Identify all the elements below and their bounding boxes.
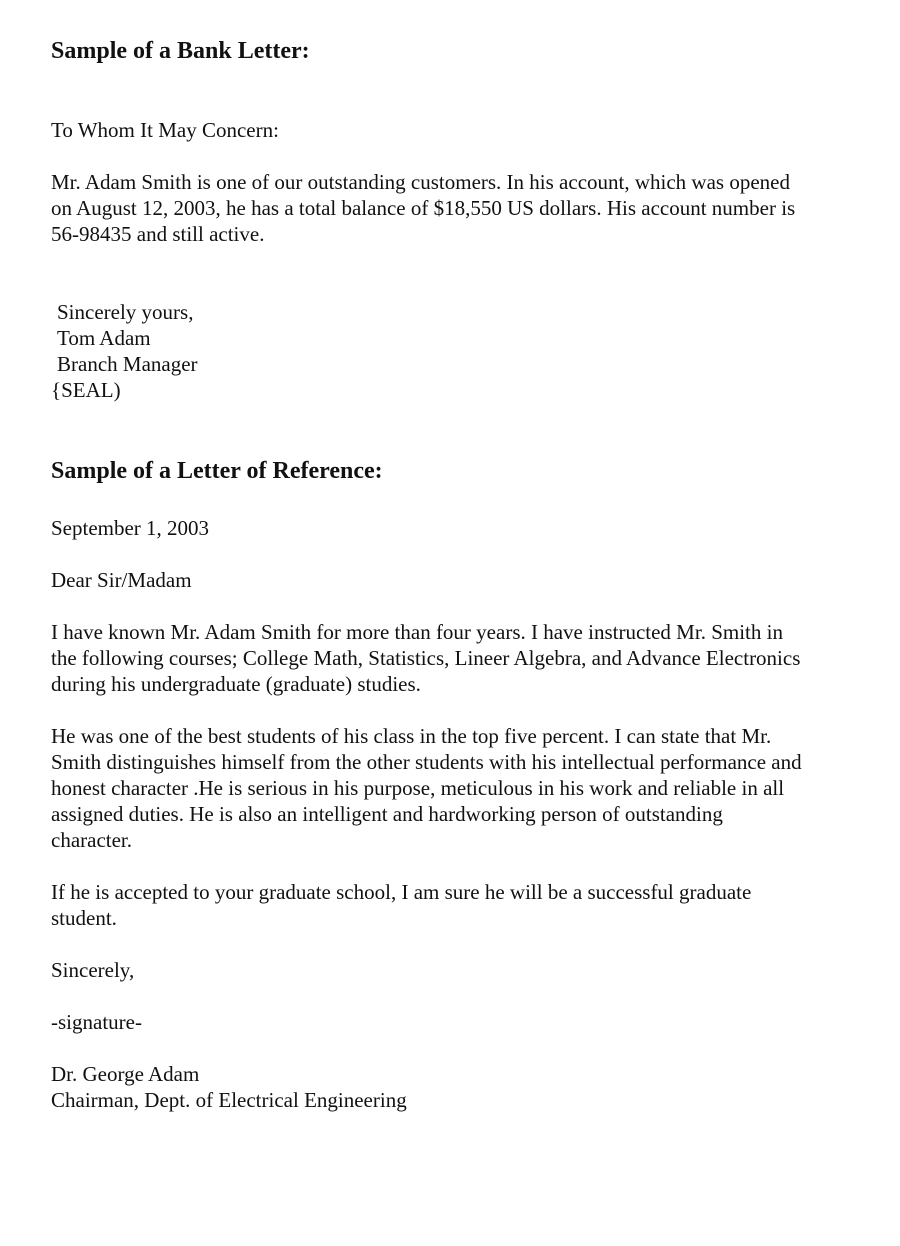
paragraph-line: assigned duties. He is also an intelligent and hardworking person of outstanding [51, 802, 723, 826]
reference-letter-signer-title: Chairman, Dept. of Electrical Engineering [51, 1088, 407, 1112]
bank-letter-salutation: To Whom It May Concern: [51, 118, 279, 142]
paragraph-line: Smith distinguishes himself from the other students with his intellectual performance and [51, 750, 802, 774]
bank-letter-body-line: on August 12, 2003, he has a total balance of $18,550 US dollars. His account number is [51, 196, 796, 220]
paragraph-line: I have known Mr. Adam Smith for more than four years. I have instructed Mr. Smith in [51, 620, 783, 644]
paragraph-line: the following courses; College Math, Statistics, Lineer Algebra, and Advance Electronics [51, 646, 801, 670]
reference-letter-salutation: Dear Sir/Madam [51, 568, 192, 592]
paragraph-line: character. [51, 828, 133, 852]
reference-letter-paragraph-2 [51, 723, 856, 853]
paragraph-line: student. [51, 906, 117, 930]
reference-letter-heading: Sample of a Letter of Reference: [51, 458, 383, 484]
reference-letter-signature: -signature- [51, 1010, 142, 1034]
reference-letter-paragraph-1 [51, 619, 856, 697]
bank-letter-signer-title: Branch Manager [57, 352, 198, 376]
bank-letter-closing: Sincerely yours, [57, 300, 194, 324]
reference-letter-signer-name: Dr. George Adam [51, 1062, 200, 1086]
bank-letter-seal: {SEAL) [51, 378, 121, 402]
bank-letter-heading: Sample of a Bank Letter: [51, 38, 310, 64]
paragraph-line: If he is accepted to your graduate school, I am sure he will be a successful graduate [51, 880, 752, 904]
paragraph-line: during his undergraduate (graduate) studies. [51, 672, 421, 696]
reference-letter-closing: Sincerely, [51, 958, 135, 982]
bank-letter-body [51, 169, 856, 247]
paragraph-line: honest character .He is serious in his purpose, meticulous in his work and reliable in all [51, 776, 785, 800]
bank-letter-body-line: 56-98435 and still active. [51, 222, 265, 246]
reference-letter-paragraph-3 [51, 879, 856, 931]
paragraph-line: He was one of the best students of his class in the top five percent. I can state that Mr. [51, 724, 772, 748]
bank-letter-signer-name: Tom Adam [57, 326, 151, 350]
bank-letter-body-line: Mr. Adam Smith is one of our outstanding customers. In his account, which was opened [51, 170, 790, 194]
reference-letter-date: September 1, 2003 [51, 516, 210, 540]
